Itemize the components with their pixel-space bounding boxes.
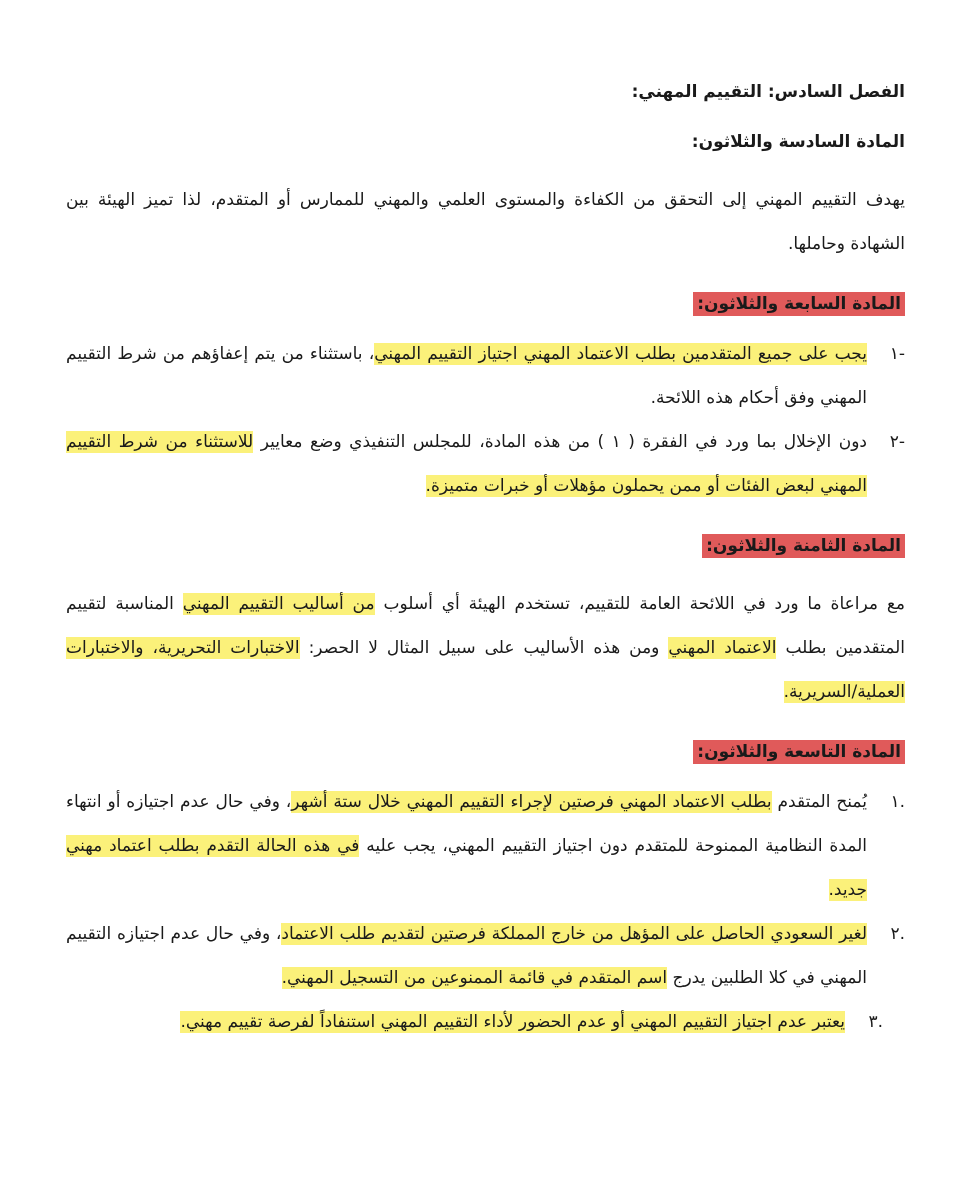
highlighted-text: في هذه الحالة التقدم بطلب اعتماد مهني جديد. [66,836,867,900]
list-item-text: ، وفي حال عدم اجتيازه التقييم المهني في كلا الطلبين يدرج [66,924,867,988]
article-38-text [66,582,905,714]
article-37-title-highlight: المادة السابعة والثلاثون: [693,292,905,316]
list-item-text: ، باستثناء من يتم إعفاؤهم من شرط التقييم المهني وفق أحكام هذه اللائحة. [66,344,867,408]
highlighted-text: لغير السعودي الحاصل على المؤهل من خارج المملكة فرصتين لتقديم طلب الاعتماد [281,924,868,944]
list-item [66,912,905,1000]
highlighted-text: بطلب الاعتماد المهني فرصتين لإجراء التقييم المهني خلال ستة أشهر [291,792,772,812]
article-39-title [66,730,905,774]
article-38-title [66,524,905,568]
list-item [66,420,905,508]
article-37-title [66,282,905,326]
list-item-number: -١ [889,344,905,364]
article-39-title-highlight: المادة التاسعة والثلاثون: [693,740,905,764]
highlighted-text: من أساليب التقييم المهني [182,594,375,614]
list-item-number: .٢ [890,924,905,944]
highlighted-text: يجب على جميع المتقدمين بطلب الاعتماد المهني اجتياز التقييم المهني [374,344,867,364]
article-36-text: يهدف التقييم المهني إلى التحقق من الكفاءة والمستوى العلمي والمهني للممارس أو المتقدم، لذا تميز الهيئة بين الشهادة وحاملها. [66,190,905,254]
paragraph-text: ومن هذه الأساليب على سبيل المثال لا الحصر: [299,638,669,658]
list-item-number: .٣ [868,1012,883,1032]
highlighted-text: اسم المتقدم في قائمة الممنوعين من التسجيل المهني. [281,968,668,988]
list-item-number: .١ [890,792,905,812]
list-item-text: يُمنح المتقدم [771,792,867,812]
list-item [66,1000,905,1044]
article-37-list [66,332,905,508]
highlighted-text: يعتبر عدم اجتياز التقييم المهني أو عدم الحضور لأداء التقييم المهني استنفاداً لفرصة تقييم مهني. [180,1012,845,1032]
article-39-list [66,780,905,1044]
article-38-title-highlight: المادة الثامنة والثلاثون: [702,534,905,558]
article-36-title: المادة السادسة والثلاثون: [691,132,905,152]
highlighted-text: الاعتماد المهني [668,638,777,658]
list-item [66,332,905,420]
paragraph-text: المناسبة لتقييم المتقدمين بطلب [66,594,905,658]
chapter-title: الفصل السادس: التقييم المهني: [631,82,905,102]
highlighted-text: للاستثناء من شرط التقييم المهني لبعض الفئات أو ممن يحملون مؤهلات أو خبرات متميزة. [66,432,867,496]
highlighted-text: الاختبارات التحريرية، والاختبارات العملية/السريرية. [66,638,905,702]
list-item [66,780,905,912]
paragraph-text: مع مراعاة ما ورد في اللائحة العامة للتقييم، تستخدم الهيئة أي أسلوب [374,594,906,614]
list-item-number: -٢ [889,432,905,452]
list-item-text: دون الإخلال بما ورد في الفقرة ( ١ ) من هذه المادة، للمجلس التنفيذي وضع معايير [253,432,867,452]
list-item-text: ، وفي حال عدم اجتيازه أو انتهاء المدة النظامية الممنوحة للمتقدم دون اجتياز التقييم المهني، يجب عليه [66,792,867,856]
